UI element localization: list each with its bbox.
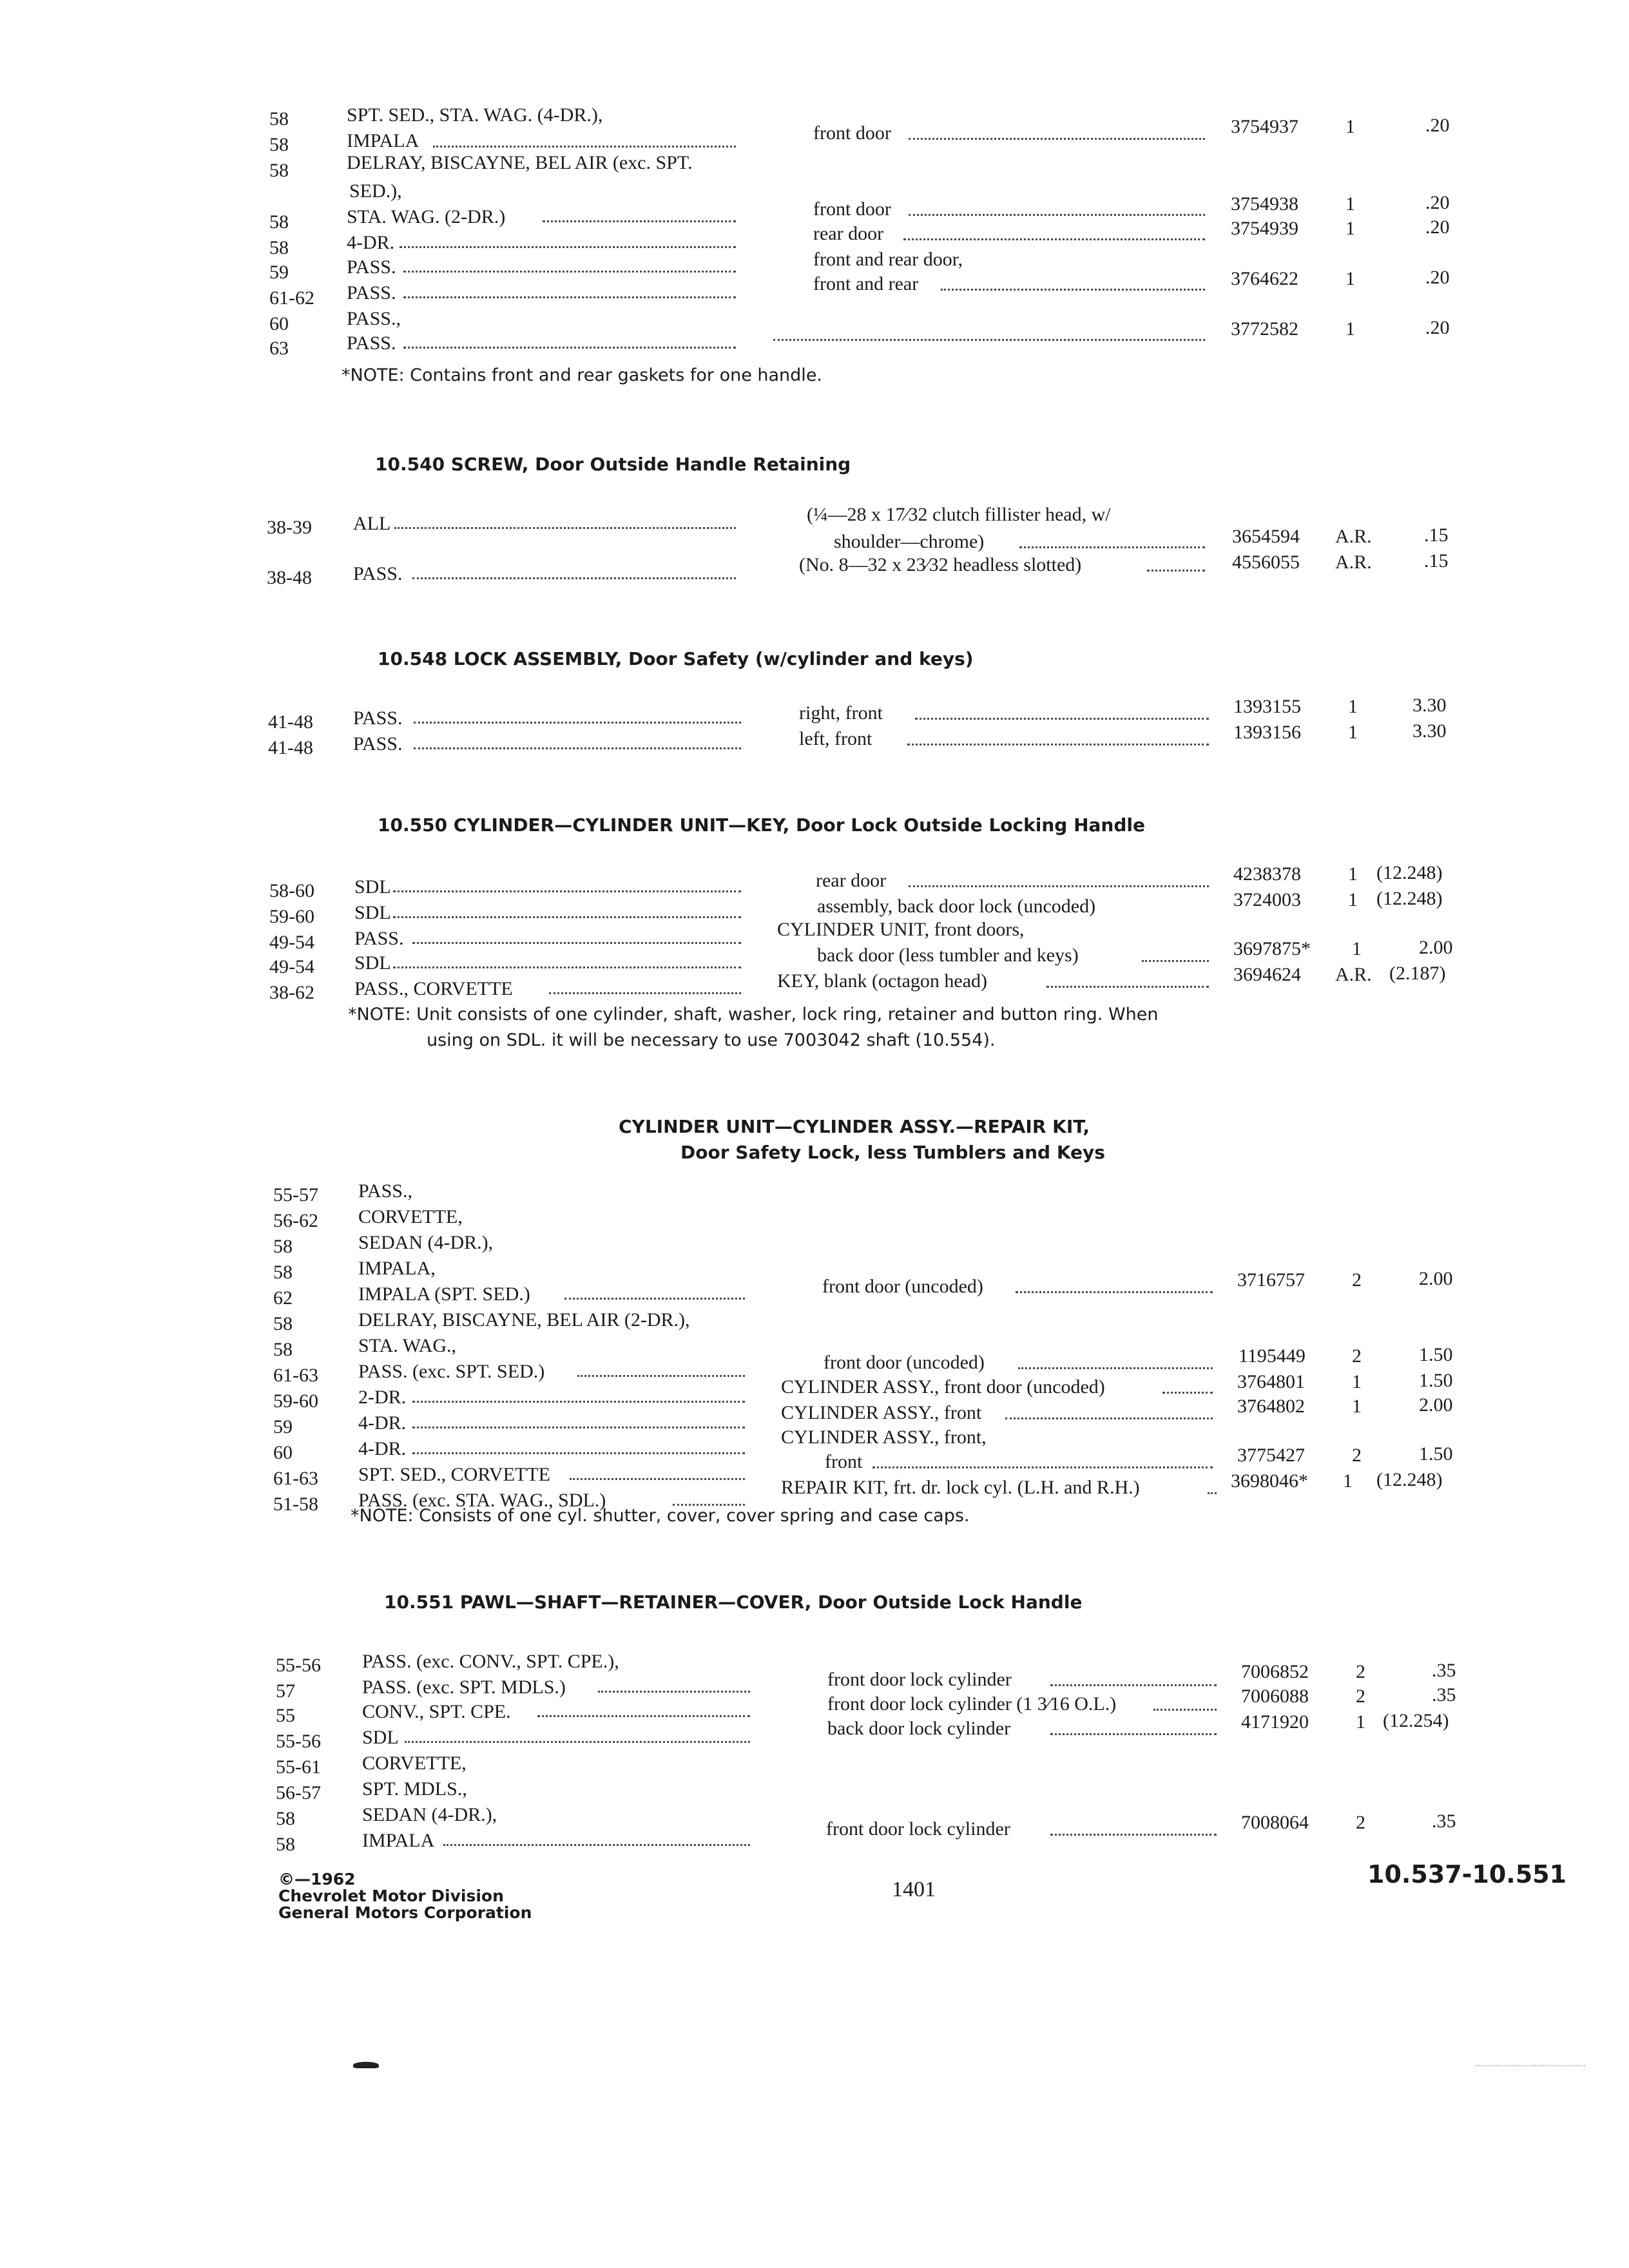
part-description: REPAIR KIT, frt. dr. lock cyl. (L.H. and R.H.) — [781, 1477, 1140, 1498]
price: .15 — [1424, 550, 1449, 572]
part-description: KEY, blank (octagon head) — [777, 970, 988, 992]
part-description: front door lock cylinder (1 3⁄16 O.L.) — [827, 1693, 1117, 1715]
leader-dots — [412, 577, 736, 579]
part-description: assembly, back door lock (uncoded) — [817, 896, 1096, 917]
model: CORVETTE, — [358, 1206, 463, 1227]
leader-dots — [577, 1375, 745, 1377]
year: 41-48 — [268, 711, 313, 733]
leader-dots — [403, 296, 736, 298]
model: DELRAY, BISCAYNE, BEL AIR (2-DR.), — [358, 1309, 690, 1331]
quantity: 1 — [1352, 938, 1362, 959]
leader-dots — [393, 890, 741, 892]
quantity: 2 — [1352, 1445, 1362, 1466]
leader-dots — [1050, 1834, 1217, 1836]
model: PASS. (exc. SPT. MDLS.) — [362, 1677, 566, 1698]
part-number: 3754938 — [1231, 193, 1298, 215]
leader-dots — [564, 1298, 745, 1300]
page-number: 1401 — [892, 1878, 936, 1901]
model: PASS., — [347, 308, 401, 329]
part-number: 1393155 — [1233, 696, 1301, 717]
leader-dots — [412, 1427, 745, 1428]
leader-dots — [412, 1401, 745, 1403]
quantity: 2 — [1352, 1269, 1362, 1291]
leader-dots — [412, 1452, 745, 1454]
quantity: 1 — [1348, 889, 1358, 910]
part-description: left, front — [799, 728, 872, 749]
leader-dots — [915, 718, 1209, 720]
year: 58 — [276, 1834, 295, 1855]
quantity: A.R. — [1335, 526, 1372, 547]
model: DELRAY, BISCAYNE, BEL AIR (exc. SPT. — [347, 152, 693, 173]
leader-dots — [909, 214, 1205, 216]
part-description: back door lock cylinder — [827, 1718, 1011, 1739]
quantity: 1 — [1352, 1371, 1362, 1392]
leader-dots — [393, 966, 741, 968]
leader-dots — [872, 1466, 1213, 1468]
year: 41-48 — [268, 737, 313, 758]
model: 4-DR. — [358, 1412, 407, 1434]
leader-dots — [903, 238, 1205, 240]
model: SEDAN (4-DR.), — [362, 1804, 497, 1825]
price: .20 — [1425, 192, 1450, 213]
year: 61-63 — [273, 1365, 318, 1386]
price: .35 — [1432, 1684, 1456, 1706]
part-description: CYLINDER ASSY., front door (uncoded) — [781, 1376, 1105, 1398]
model: PASS. (exc. STA. WAG., SDL.) — [358, 1490, 606, 1511]
year: 58 — [273, 1339, 293, 1360]
part-description: right, front — [799, 702, 883, 724]
leader-dots — [1005, 1418, 1213, 1419]
quantity: 1 — [1343, 1470, 1353, 1492]
quantity: 2 — [1356, 1661, 1365, 1682]
part-description: front door lock cylinder — [826, 1818, 1010, 1840]
part-number: 3764801 — [1237, 1371, 1305, 1392]
quantity: 2 — [1352, 1345, 1362, 1367]
model: IMPALA, — [358, 1258, 436, 1279]
leader-dots — [1162, 1392, 1213, 1394]
quantity: 1 — [1348, 696, 1358, 717]
year: 60 — [269, 313, 289, 334]
part-number: 3772582 — [1231, 318, 1298, 340]
price: 2.00 — [1419, 937, 1453, 958]
price: 1.50 — [1419, 1344, 1453, 1365]
leader-dots — [1016, 1291, 1213, 1293]
part-number: 1195449 — [1239, 1345, 1306, 1367]
quantity: 1 — [1345, 116, 1355, 137]
year: 38-48 — [267, 567, 312, 588]
leader-dots — [543, 220, 736, 222]
leader-dots — [403, 271, 736, 273]
year: 58 — [273, 1262, 293, 1283]
year: 58 — [269, 211, 289, 233]
leader-dots — [1046, 986, 1209, 988]
leader-dots — [394, 527, 736, 529]
year: 58 — [269, 108, 289, 130]
leader-dots — [909, 138, 1205, 140]
year: 63 — [269, 338, 289, 359]
leader-dots — [941, 289, 1205, 291]
model: SPT. MDLS., — [362, 1778, 467, 1800]
price: 1.50 — [1419, 1370, 1453, 1391]
copyright: ©—1962 — [278, 1870, 356, 1888]
year: 55 — [276, 1705, 295, 1726]
part-number: 4171920 — [1241, 1711, 1309, 1733]
leader-dots — [1208, 1492, 1217, 1494]
part-description: back door (less tumbler and keys) — [817, 945, 1079, 966]
quantity: 1 — [1352, 1396, 1362, 1417]
model: ALL — [353, 513, 391, 534]
price: 3.30 — [1412, 695, 1447, 716]
price: .35 — [1432, 1660, 1456, 1681]
model: PASS., — [358, 1180, 412, 1202]
model: PASS. — [354, 928, 404, 949]
part-description: front door (uncoded) — [824, 1352, 985, 1373]
model: IMPALA — [347, 130, 419, 151]
price: .20 — [1425, 216, 1450, 238]
year: 55-61 — [276, 1756, 321, 1778]
model: 4-DR. — [347, 232, 395, 253]
price: (12.248) — [1376, 862, 1443, 883]
model: PASS. — [347, 332, 396, 354]
price: (12.248) — [1376, 888, 1443, 909]
price: 2.00 — [1419, 1394, 1453, 1416]
publisher-line: General Motors Corporation — [278, 1903, 532, 1922]
price: (12.248) — [1376, 1469, 1443, 1490]
note: *NOTE: Contains front and rear gaskets for one handle. — [342, 365, 823, 385]
year: 58 — [273, 1313, 293, 1334]
part-description: shoulder—chrome) — [834, 531, 985, 552]
part-number: 1393156 — [1233, 722, 1301, 743]
model: SDL — [362, 1727, 399, 1748]
leader-dots — [1050, 1684, 1217, 1686]
section-subheading: Door Safety Lock, less Tumblers and Keys — [680, 1142, 1105, 1163]
note: *NOTE: Unit consists of one cylinder, shaft, washer, lock ring, retainer and button ring. When — [348, 1004, 1159, 1024]
price: (2.187) — [1389, 963, 1446, 984]
year: 49-54 — [269, 932, 314, 953]
leader-dots — [1153, 1709, 1217, 1711]
leader-dots — [414, 722, 741, 724]
leader-dots — [443, 1844, 750, 1846]
part-description: (¼—28 x 17⁄32 clutch fillister head, w/ — [807, 504, 1111, 525]
year: 58-60 — [269, 880, 314, 901]
model: 2-DR. — [358, 1387, 407, 1408]
part-number: 3694624 — [1233, 964, 1301, 985]
price: .20 — [1425, 317, 1450, 338]
model: SPT. SED., STA. WAG. (4-DR.), — [347, 104, 603, 126]
year: 49-54 — [269, 956, 314, 977]
part-description: front door — [813, 198, 891, 220]
year: 58 — [273, 1236, 293, 1257]
model: SED.), — [349, 180, 402, 202]
part-description: (No. 8—32 x 23⁄32 headless slotted) — [799, 554, 1082, 575]
leader-dots — [412, 942, 741, 944]
price: .20 — [1425, 115, 1450, 136]
part-number: 7006852 — [1241, 1661, 1309, 1682]
price: 3.30 — [1412, 720, 1447, 742]
model: IMPALA (SPT. SED.) — [358, 1283, 530, 1305]
section-heading: 10.551 PAWL—SHAFT—RETAINER—COVER, Door Outside Lock Handle — [384, 1591, 1083, 1613]
part-description: front and rear door, — [813, 249, 963, 270]
section-range: 10.537-10.551 — [1367, 1860, 1567, 1888]
price: .35 — [1432, 1811, 1456, 1832]
part-description: CYLINDER UNIT, front doors, — [777, 919, 1025, 940]
part-number: 7006088 — [1241, 1686, 1309, 1707]
model: IMPALA — [362, 1830, 435, 1851]
part-number: 4238378 — [1233, 863, 1301, 885]
year: 61-63 — [273, 1468, 318, 1489]
year: 58 — [269, 237, 289, 258]
model: STA. WAG. (2-DR.) — [347, 206, 506, 227]
quantity: 1 — [1348, 722, 1358, 743]
year: 56-62 — [273, 1210, 318, 1231]
leader-dots — [598, 1691, 750, 1693]
part-number: 3716757 — [1237, 1269, 1305, 1291]
part-number: 3724003 — [1233, 889, 1301, 910]
year: 59-60 — [273, 1390, 318, 1412]
model: PASS. — [347, 282, 396, 303]
part-number: 3697875* — [1233, 938, 1311, 959]
leader-dots — [570, 1478, 745, 1480]
leader-dots — [1018, 1367, 1213, 1369]
model: STA. WAG., — [358, 1335, 457, 1356]
part-number: 3764622 — [1231, 268, 1298, 289]
price: .20 — [1425, 267, 1450, 288]
publisher-line: Chevrolet Motor Division — [278, 1887, 504, 1905]
part-description: CYLINDER ASSY., front, — [781, 1427, 987, 1448]
part-description: front and rear — [813, 273, 919, 294]
part-description: front door (uncoded) — [822, 1276, 983, 1297]
quantity: A.R. — [1335, 552, 1372, 573]
part-number: 4556055 — [1232, 552, 1300, 573]
leader-dots — [405, 1741, 750, 1743]
year: 58 — [276, 1808, 295, 1829]
model: SEDAN (4-DR.), — [358, 1232, 494, 1253]
part-description: CYLINDER ASSY., front — [781, 1402, 982, 1423]
leader-dots — [414, 747, 741, 749]
year: 57 — [276, 1680, 295, 1702]
part-description: front door lock cylinder — [827, 1669, 1012, 1690]
quantity: 1 — [1345, 193, 1355, 215]
scan-mark — [353, 2062, 379, 2068]
part-description: rear door — [816, 870, 887, 891]
leader-dots — [393, 916, 741, 918]
price: .15 — [1424, 524, 1449, 546]
model: PASS. — [353, 707, 403, 729]
year: 55-56 — [276, 1731, 321, 1752]
price: 2.00 — [1419, 1268, 1453, 1289]
quantity: 1 — [1348, 863, 1358, 885]
model: CORVETTE, — [362, 1753, 467, 1774]
model: SDL — [354, 902, 391, 923]
leader-dots — [400, 246, 736, 248]
quantity: 1 — [1345, 218, 1355, 239]
leader-dots — [1142, 960, 1209, 962]
model: PASS., CORVETTE — [354, 978, 513, 999]
year: 59 — [269, 262, 289, 283]
model: SPT. SED., CORVETTE — [358, 1464, 550, 1485]
section-heading: 10.550 CYLINDER—CYLINDER UNIT—KEY, Door Lock Outside Locking Handle — [378, 814, 1145, 836]
model: PASS. — [353, 563, 403, 584]
note: *NOTE: Consists of one cyl. shutter, cover, cover spring and case caps. — [351, 1506, 970, 1526]
section-heading: 10.548 LOCK ASSEMBLY, Door Safety (w/cylinder and keys) — [378, 648, 974, 669]
year: 56-57 — [276, 1782, 321, 1803]
section-heading: 10.540 SCREW, Door Outside Handle Retaining — [375, 454, 851, 475]
price: 1.50 — [1419, 1443, 1453, 1465]
year: 55-56 — [276, 1655, 321, 1676]
leader-dots — [549, 992, 741, 994]
part-number: 3775427 — [1237, 1445, 1305, 1466]
year: 38-39 — [267, 517, 312, 538]
section-heading: CYLINDER UNIT—CYLINDER ASSY.—REPAIR KIT, — [619, 1116, 1090, 1137]
leader-dots — [1019, 546, 1205, 548]
model: PASS. (exc. CONV., SPT. CPE.), — [362, 1651, 619, 1672]
quantity: 1 — [1356, 1711, 1365, 1733]
quantity: 2 — [1356, 1686, 1365, 1707]
leader-dots — [1050, 1733, 1217, 1735]
quantity: 2 — [1356, 1812, 1365, 1833]
leader-dots — [909, 885, 1209, 887]
model: PASS. — [353, 733, 403, 754]
scan-mark — [1476, 2065, 1585, 2066]
year: 59-60 — [269, 906, 314, 927]
part-number: 3654594 — [1232, 526, 1300, 547]
part-description: front door — [813, 122, 891, 144]
price: (12.254) — [1383, 1710, 1449, 1731]
model: PASS. (exc. SPT. SED.) — [358, 1361, 545, 1382]
part-number: 7008064 — [1241, 1812, 1309, 1833]
leader-dots — [433, 146, 736, 148]
year: 58 — [269, 160, 289, 181]
year: 38-62 — [269, 982, 314, 1003]
part-number: 3754937 — [1231, 116, 1298, 137]
part-number: 3764802 — [1237, 1396, 1305, 1417]
part-description: rear door — [813, 223, 884, 244]
year: 58 — [269, 134, 289, 155]
part-number: 3698046* — [1231, 1470, 1308, 1492]
quantity: 1 — [1345, 318, 1355, 340]
model: 4-DR. — [358, 1438, 407, 1459]
year: 55-57 — [273, 1184, 318, 1206]
model: PASS. — [347, 256, 396, 278]
year: 60 — [273, 1442, 293, 1463]
quantity: A.R. — [1335, 964, 1372, 985]
year: 51-58 — [273, 1494, 318, 1515]
year: 62 — [273, 1287, 293, 1309]
part-description: front — [825, 1451, 863, 1472]
quantity: 1 — [1345, 268, 1355, 289]
leader-dots — [403, 347, 736, 349]
leader-dots — [1147, 570, 1205, 572]
leader-dots — [537, 1715, 750, 1717]
leader-dots — [907, 744, 1209, 745]
year: 61-62 — [269, 287, 314, 309]
model: CONV., SPT. CPE. — [362, 1701, 511, 1722]
model: SDL — [354, 876, 391, 898]
model: SDL — [354, 952, 391, 974]
leader-dots — [773, 339, 1205, 341]
part-number: 3754939 — [1231, 218, 1298, 239]
year: 59 — [273, 1416, 293, 1437]
note: using on SDL. it will be necessary to use 7003042 shaft (10.554). — [427, 1030, 996, 1050]
